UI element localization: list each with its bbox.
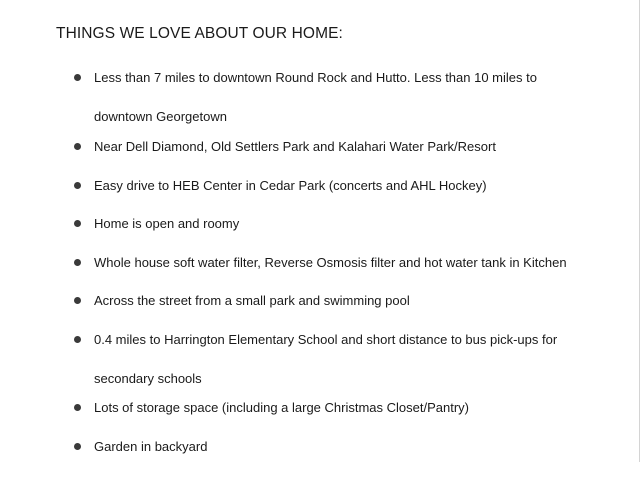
list-item xyxy=(74,59,594,136)
bullet-icon xyxy=(74,443,81,450)
list-item xyxy=(74,205,594,244)
list-item xyxy=(74,321,594,398)
bullet-icon xyxy=(74,297,81,304)
list-item xyxy=(74,167,594,206)
list-item-text: Near Dell Diamond, Old Settlers Park and Kalahari Water Park/Resort xyxy=(94,139,496,154)
list-item-text: Easy drive to HEB Center in Cedar Park (concerts and AHL Hockey) xyxy=(94,178,487,193)
bullet-icon xyxy=(74,336,81,343)
bullet-icon xyxy=(74,182,81,189)
bullet-icon xyxy=(74,404,81,411)
list-item-text: Garden in backyard xyxy=(94,439,208,454)
list-item-text: Whole house soft water filter, Reverse Osmosis filter and hot water tank in Kitchen xyxy=(94,255,567,270)
bullet-icon xyxy=(74,74,81,81)
list-item xyxy=(74,282,594,321)
list-item-text: Less than 7 miles to downtown Round Rock and Hutto. Less than 10 miles to downtown Georgetown xyxy=(94,70,537,124)
document-heading: THINGS WE LOVE ABOUT OUR HOME: xyxy=(56,25,343,42)
list-item-text: Across the street from a small park and swimming pool xyxy=(94,293,410,308)
list-item-text: Lots of storage space (including a large Christmas Closet/Pantry) xyxy=(94,400,470,415)
list-item xyxy=(74,128,594,167)
list-item-text: Home is open and roomy xyxy=(94,216,240,231)
list-item xyxy=(74,428,594,467)
list-item-text: 0.4 miles to Harrington Elementary School and short distance to bus pick-ups for secondary schools xyxy=(94,332,558,386)
list-item xyxy=(74,244,594,283)
bullet-icon xyxy=(74,143,81,150)
bullet-icon xyxy=(74,220,81,227)
bullet-icon xyxy=(74,259,81,266)
list-item xyxy=(74,389,594,428)
